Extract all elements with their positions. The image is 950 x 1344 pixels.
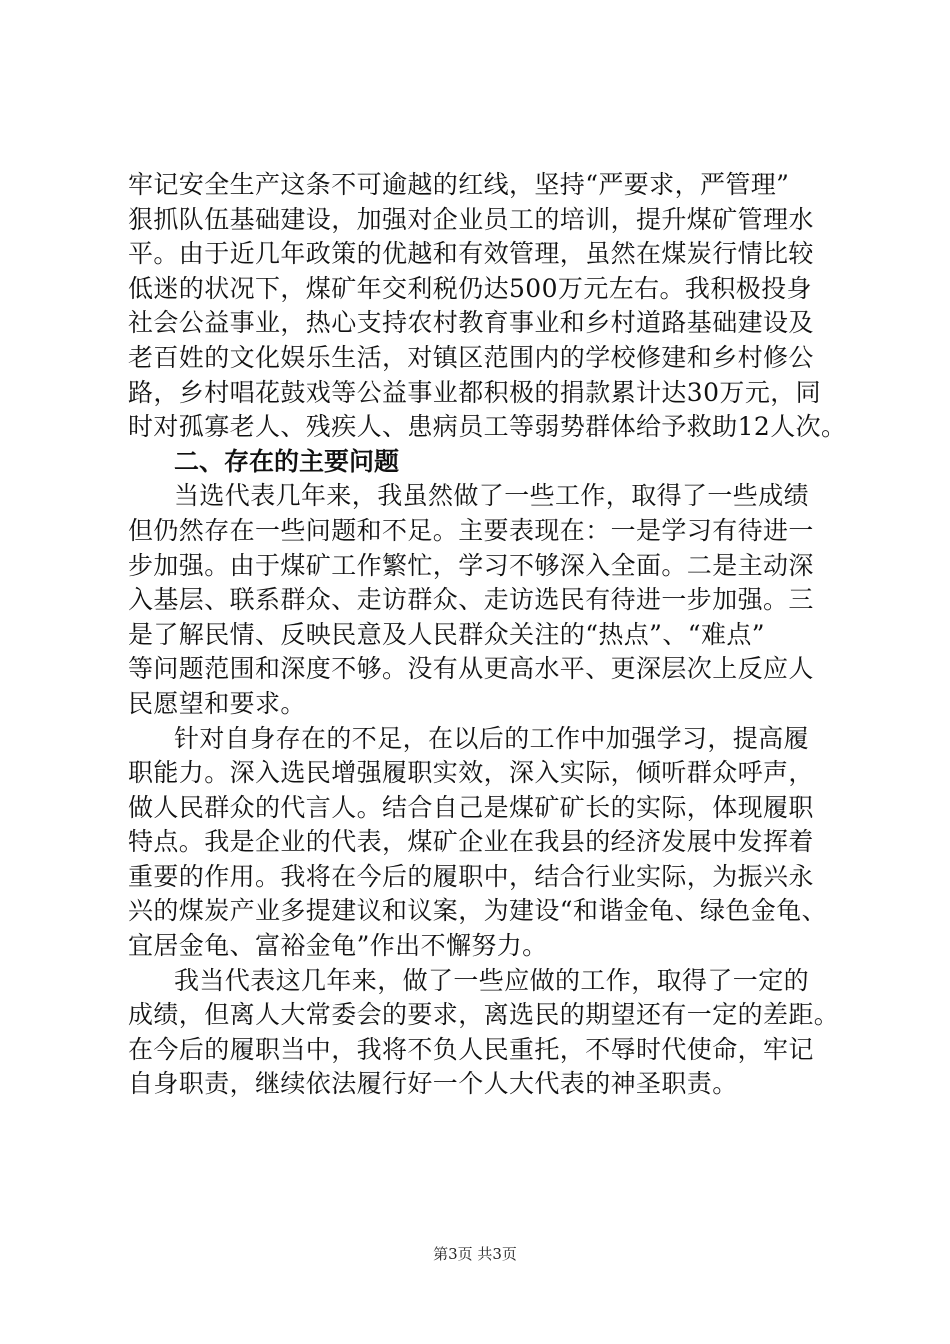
- paragraph-improvements: [128, 722, 848, 964]
- text-line: 在今后的履职当中，我将不负人民重托，不辱时代使命，牢记: [128, 1034, 814, 1064]
- paragraph-conclusion: [128, 964, 848, 1102]
- text-line: 是了解民情、反映民意及人民群众关注的“热点”、“难点”: [128, 619, 765, 649]
- text-line: 时对孤寡老人、残疾人、患病员工等弱势群体给予救助12人次。: [128, 412, 847, 442]
- text-line: 路，乡村唱花鼓戏等公益事业都积极的捐款累计达30万元，同: [128, 377, 822, 407]
- text-line: 职能力。深入选民增强履职实效，深入实际，倾听群众呼声，: [128, 758, 814, 788]
- text-line: 平。由于近几年政策的优越和有效管理，虽然在煤炭行情比较: [128, 239, 814, 269]
- document-body: [128, 168, 848, 1102]
- paragraph-problems: [128, 479, 848, 721]
- text-line: 狠抓队伍基础建设，加强对企业员工的培训，提升煤矿管理水: [128, 204, 814, 234]
- text-line: 宜居金龟、富裕金龟”作出不懈努力。: [128, 931, 548, 961]
- text-line: 民愿望和要求。: [128, 688, 306, 718]
- text-line: 社会公益事业，热心支持农村教育事业和乡村道路基础建设及: [128, 308, 814, 338]
- paragraph-achievements: [128, 168, 848, 445]
- text-line: 重要的作用。我将在今后的履职中，结合行业实际，为振兴永: [128, 861, 814, 891]
- text-line: 入基层、联系群众、走访群众、走访选民有待进一步加强。三: [128, 585, 814, 615]
- section-heading: 二、存在的主要问题: [174, 446, 400, 476]
- text-line: 成绩，但离人大常委会的要求，离选民的期望还有一定的差距。: [128, 1000, 840, 1030]
- text-line: 自身职责，继续依法履行好一个人大代表的神圣职责。: [128, 1069, 738, 1099]
- text-line: 但仍然存在一些问题和不足。主要表现在：一是学习有待进一: [128, 515, 814, 545]
- text-line: 低迷的状况下，煤矿年交利税仍达500万元左右。我积极投身: [128, 273, 812, 303]
- text-line: 当选代表几年来，我虽然做了一些工作，取得了一些成绩: [174, 481, 810, 511]
- text-line: 老百姓的文化娱乐生活，对镇区范围内的学校修建和乡村修公: [128, 342, 814, 372]
- text-line: 我当代表这几年来，做了一些应做的工作，取得了一定的: [174, 965, 810, 995]
- text-line: 兴的煤炭产业多提建议和议案，为建设“和谐金龟、绿色金龟、: [128, 896, 827, 926]
- text-line: 等问题范围和深度不够。没有从更高水平、更深层次上反应人: [128, 654, 814, 684]
- text-line: 特点。我是企业的代表，煤矿企业在我县的经济发展中发挥着: [128, 827, 814, 857]
- page-number-footer: 第3页 共3页: [433, 1245, 517, 1263]
- text-line: 针对自身存在的不足，在以后的工作中加强学习，提高履: [174, 723, 810, 753]
- text-line: 牢记安全生产这条不可逾越的红线，坚持“严要求，严管理”: [128, 170, 790, 199]
- text-line: 做人民群众的代言人。结合自己是煤矿矿长的实际，体现履职: [128, 792, 814, 822]
- text-line: 步加强。由于煤矿工作繁忙，学习不够深入全面。二是主动深: [128, 550, 814, 580]
